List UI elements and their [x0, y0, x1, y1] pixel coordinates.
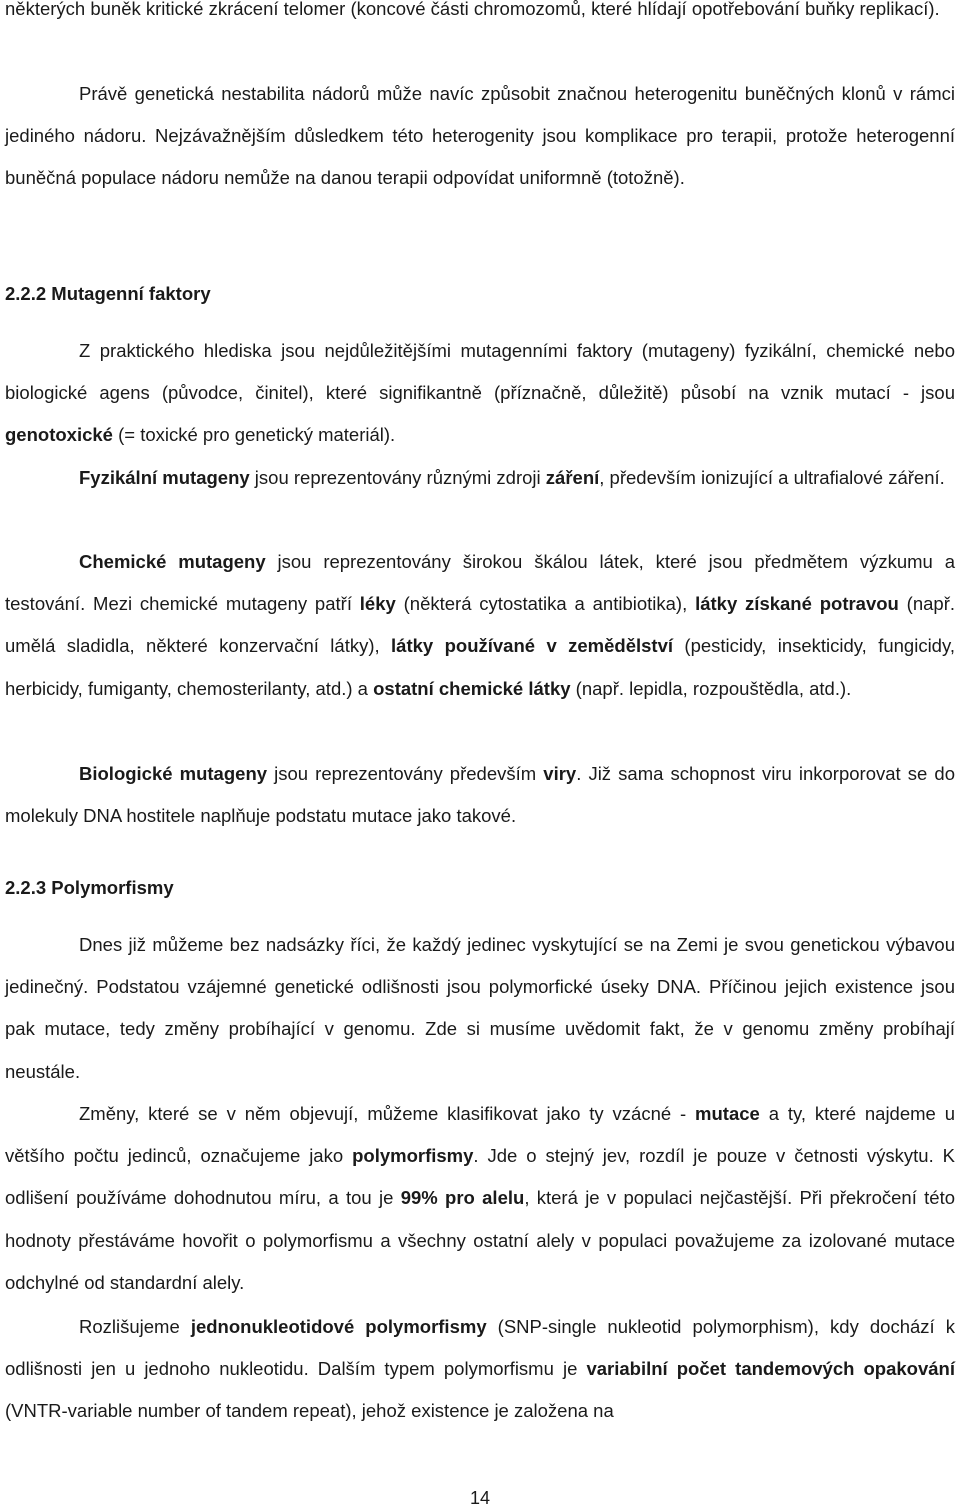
paragraph-genetic-uniqueness: Dnes již můžeme bez nadsázky říci, že každý jedinec vyskytující se na Zemi je svou genetickou výbavou jedinečný. Podstatou vzájemné genetické odlišnosti jsou polymorfické úseky DNA. Příčinou jejich existence jsou pak mutace, tedy změny probíhající v genomu. Zde si musíme uvědomit fakt, že v genomu změny probíhají neustále. [5, 934, 955, 1082]
paragraph-snp-vntr: Rozlišujeme jednonukleotidové polymorfismy (SNP-single nukleotid polymorphism), kdy dochází k odlišnosti jen u jednoho nukleotidu. Dalším typem polymorfismu je variabilní počet tandemových opakování (VNTR-variable number of tandem repeat), jehož existence je založena na [5, 1316, 955, 1422]
paragraph-chemical-mutagens: Chemické mutageny jsou reprezentovány širokou škálou látek, které jsou předmětem výzkumu a testování. Mezi chemické mutageny patří léky (některá cytostatika a antibiotika), látky získané potravou (např. umělá sladidla, některé konzervační látky), látky používané v zemědělství (pesticidy, insekticidy, fungicidy, herbicidy, fumiganty, chemosterilanty, atd.) a ostatní chemické látky (např. lepidla, rozpouštědla, atd.). [5, 551, 956, 699]
paragraph-mutagenic-factors: Z praktického hlediska jsou nejdůležitějšími mutagenními faktory (mutageny) fyzikální, chemické nebo biologické agens (původce, činitel), které signifikantně (příznačně, důležitě) působí na vznik mutací - jsou genotoxické (= toxické pro genetický materiál). [5, 340, 955, 446]
paragraph-biological-mutagens: Biologické mutageny jsou reprezentovány především viry. Již sama schopnost viru inkorporovat se do molekuly DNA hostitele naplňuje podstatu mutace jako takové. [5, 763, 955, 827]
paragraph-telomeres: některých buněk kritické zkrácení telomer (koncové části chromozomů, které hlídají opotřebování buňky replikací). [5, 0, 940, 19]
page-number: 14 [469, 1488, 491, 1508]
paragraph-mutation-vs-polymorphism: Změny, které se v něm objevují, můžeme klasifikovat jako ty vzácné - mutace a ty, které najdeme u většího počtu jedinců, označujeme jako polymorfismy. Jde o stejný jev, rozdíl je pouze v četnosti výskytu. K odlišení používáme dohodnutou míru, a tou je 99% pro alelu, která je v populaci nejčastější. Při překročení této hodnoty přestáváme hovořit o polymorfismu a všechny ostatní alely v populaci považujeme za izolované mutace odchylné od standardní alely. [5, 1103, 956, 1293]
section-heading-mutagenni-faktory: 2.2.2 Mutagenní faktory [5, 283, 211, 304]
paragraph-genetic-instability: Právě genetická nestabilita nádorů může navíc způsobit značnou heterogenitu buněčných klonů v rámci jediného nádoru. Nejzávažnějším důsledkem této heterogenity jsou komplikace pro terapii, protože heterogenní buněčná populace nádoru nemůže na danou terapii odpovídat uniformně (totožně). [5, 83, 955, 189]
section-heading-polymorfismy: 2.2.3 Polymorfismy [5, 877, 174, 898]
paragraph-physical-mutagens: Fyzikální mutageny jsou reprezentovány různými zdroji záření, především ionizující a ultrafialové záření. [79, 467, 945, 488]
